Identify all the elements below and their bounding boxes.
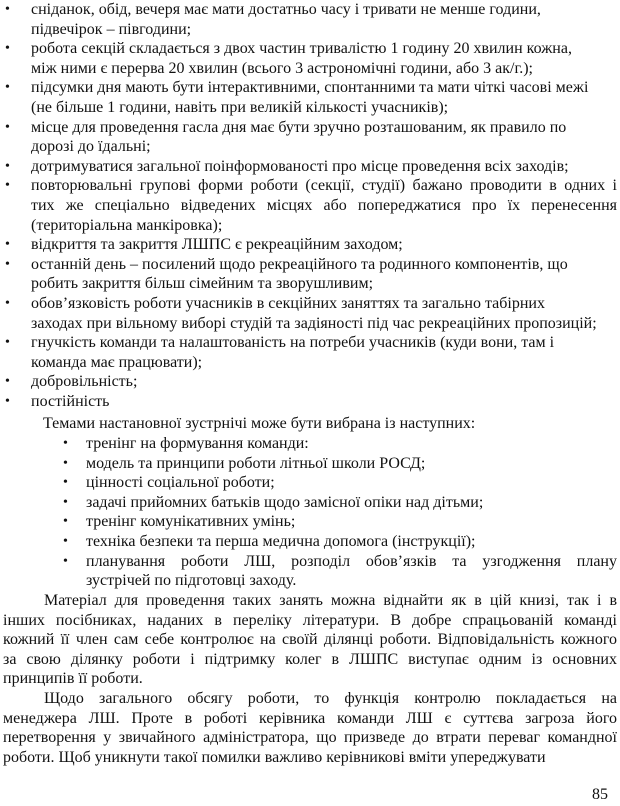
bullet-icon: • <box>63 514 68 530</box>
list-item-line: цінності соціальної роботи; <box>86 474 275 492</box>
list-item <box>0 294 617 333</box>
list-item-line: робить закриття більш сімейним та зворушливим; <box>31 275 374 293</box>
paragraph-line: Щодо загального обсягу роботи, то функція контролю покладається на <box>44 689 617 707</box>
list-item-line: місце для проведення гасла дня має бути зручно розташованим, як правило по <box>31 118 567 136</box>
bullet-icon: • <box>5 256 10 272</box>
bullet-icon: • <box>5 80 10 96</box>
list-item <box>0 372 617 392</box>
body-text <box>3 591 617 767</box>
bullet-icon: • <box>5 237 10 253</box>
list-item-line: дотримуватися загальної поінформованості про місце проведення всіх заходів; <box>31 157 569 175</box>
bullet-icon: • <box>63 533 68 549</box>
bullet-icon: • <box>63 436 68 451</box>
list-item-line: модель та принципи роботи літньої школи РОСД; <box>86 454 426 472</box>
list-item <box>0 512 617 532</box>
list-item-line: добровільність; <box>31 373 138 391</box>
paragraph-line: Матеріал для проведення таких занять можна віднайти як в цій книзі, так і в <box>44 592 617 609</box>
list-item-line: тренінг на формування команди: <box>86 435 309 452</box>
list-item-line: тих же спеціально відведених місцях або попереджатися про їх перенесення <box>31 196 617 214</box>
bullet-list-topics <box>0 434 617 591</box>
list-item-line: постійність <box>31 392 110 410</box>
bullet-icon: • <box>5 393 10 409</box>
list-item <box>0 78 617 117</box>
list-item-line: гнучкість команди та налаштованість на потреби учасників (куди вони, там і <box>31 334 555 352</box>
page-number: 85 <box>592 786 608 803</box>
list-item <box>0 118 617 157</box>
topics-intro: Темами настановної зустрнічі може бути вибрана із наступних: <box>43 415 476 432</box>
list-item <box>0 255 617 294</box>
bullet-icon: • <box>5 295 10 311</box>
list-item <box>0 235 617 255</box>
bullet-icon: • <box>5 374 10 390</box>
list-item <box>0 493 617 513</box>
paragraph-line: інших посібниках, наданих в переліку літератури. В добре спрацьованій команді <box>3 611 617 629</box>
list-item <box>0 532 617 552</box>
list-item <box>0 454 617 474</box>
list-item-line: задачі прийомних батьків щодо замісної опіки над дітьми; <box>86 493 484 511</box>
list-item-line: (територіальна манкіровка); <box>31 216 223 234</box>
list-item <box>0 473 617 493</box>
paragraph <box>3 689 617 767</box>
list-item-line: команда має працювати); <box>31 353 203 371</box>
list-item <box>0 434 617 454</box>
list-item <box>0 392 617 412</box>
list-item <box>0 333 617 372</box>
paragraph-line: за свою ділянку роботи і підтримку колег в ЛШПС виступає одним із основних <box>3 650 617 668</box>
paragraph-line: роботи. Щоб уникнути такої помилки важливо керівникові вміти упереджувати <box>3 748 546 766</box>
bullet-icon: • <box>5 178 10 194</box>
paragraph-line: кожний її член сам себе контролює на своїй ділянці роботи. Відповідальність кожного <box>3 631 617 649</box>
paragraph-line: принципів її роботи. <box>3 670 143 688</box>
bullet-icon: • <box>63 475 68 491</box>
list-item-line: тренінг комунікативних умінь; <box>86 513 296 531</box>
list-item-line: підвечірок – півгодини; <box>31 20 192 38</box>
list-item-line: планування роботи ЛШ, розподіл обов’язків та узгодження плану <box>86 552 617 570</box>
list-item-line: сніданок, обід, вечеря має мати достатньо часу і тривати не менше години, <box>31 1 541 18</box>
list-item-line: між ними є перерва 20 хвилин (всього 3 астрономічні години, або 3 ак/г.); <box>31 59 533 77</box>
list-item-line: підсумки дня мають бути інтерактивними, спонтанними та мати чіткі часові межі <box>31 79 589 97</box>
list-item-line: зустрічей по підготовці заходу. <box>86 572 297 590</box>
bullet-icon: • <box>63 553 68 569</box>
paragraph <box>3 591 617 689</box>
bullet-icon: • <box>63 455 68 471</box>
list-item <box>0 176 617 235</box>
list-item-line: обов’язковість роботи учасників в секційних заняттях та загально табірних <box>31 294 545 312</box>
list-item-line: повторювальні групові форми роботи (секції, студії) бажано проводити в одних і <box>31 177 617 195</box>
list-item-line: відкриття та закриття ЛШПС є рекреаційним заходом; <box>31 236 403 254</box>
paragraph-line: перетворення у звичайного адміністратора, що призведе до втрати переваг командної <box>3 729 617 747</box>
list-item <box>0 0 617 39</box>
bullet-icon: • <box>5 158 10 174</box>
list-item-line: заходах при вільному виборі студій та задіяності під час рекреаційних пропозицій; <box>31 314 597 332</box>
list-item-line: дорозі до їдальні; <box>31 138 151 156</box>
bullet-icon: • <box>5 119 10 135</box>
list-item-line: (не більше 1 години, навіть при великій кількості учасників); <box>31 98 449 116</box>
list-item-line: техніка безпеки та перша медична допомога (інструкції); <box>86 532 476 550</box>
bullet-icon: • <box>63 494 68 510</box>
paragraph-line: менеджера ЛШ. Проте в роботі керівника команди ЛШ є суттєва загроза його <box>3 709 617 727</box>
list-item <box>0 39 617 78</box>
bullet-icon: • <box>5 2 10 17</box>
bullet-icon: • <box>5 41 10 57</box>
list-item <box>0 552 617 591</box>
list-item-line: останній день – посилений щодо рекреаційного та родинного компонентів, що <box>31 255 568 273</box>
list-item-line: робота секцій складається з двох частин тривалістю 1 годину 20 хвилин кожна, <box>31 40 572 58</box>
list-item <box>0 157 617 177</box>
bullet-icon: • <box>5 335 10 351</box>
